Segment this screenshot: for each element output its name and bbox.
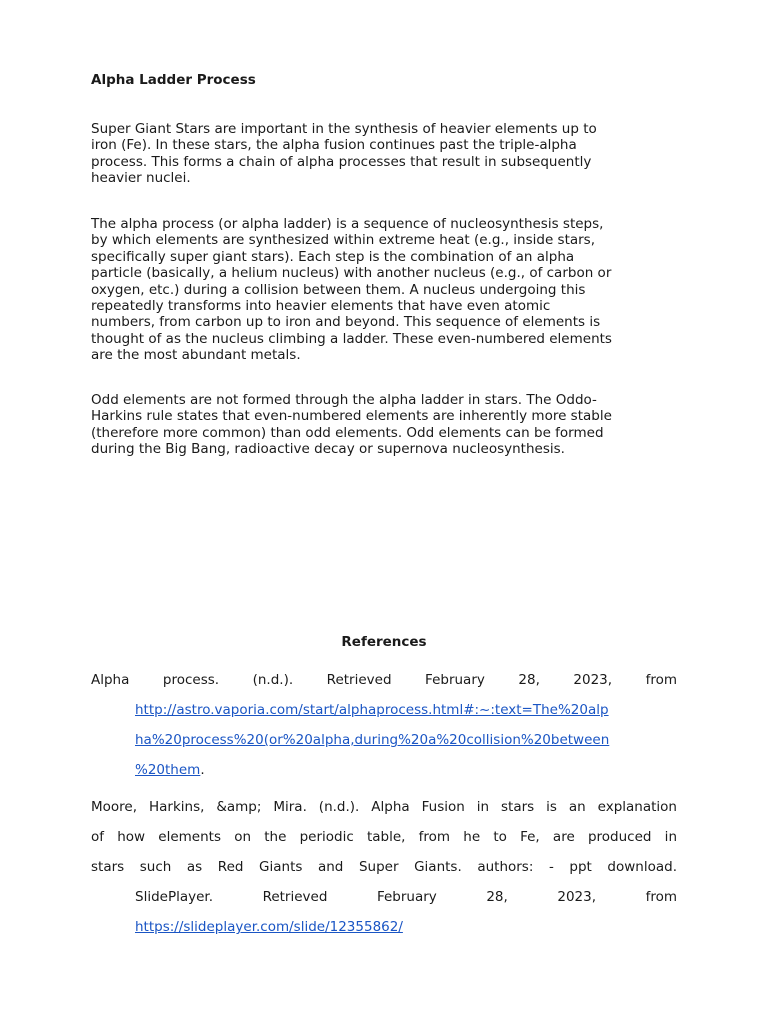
paragraph-alpha-process: The alpha process (or alpha ladder) is a sequence of nucleosynthesis steps, by which elements are synthesized within extreme heat (e.g., inside stars, specifically super giant stars). Each step is the combination of an alpha particle (basically, a helium nucleus) with another nucleus (e.g., of carbon or oxygen, etc.) during a collision between them. A nucleus undergoing this repeatedly transforms into heavier elements that have even atomic numbers, from carbon up to iron and beyond. This sequence of elements is thought of as the nucleus climbing a ladder. These even-numbered elements are the most abundant metals.: [91, 216, 612, 364]
reference-2-line-2: of how elements on the periodic table, from he to Fe, are produced in: [91, 829, 677, 845]
document-title: Alpha Ladder Process: [91, 72, 256, 88]
references-heading: References: [341, 634, 427, 650]
reference-1-link-line-3[interactable]: [135, 762, 677, 778]
paragraph-odd-elements: Odd elements are not formed through the alpha ladder in stars. The Oddo- Harkins rule states that even-numbered elements are inherently more stable (therefore more common) than odd elements. Odd elements can be formed during the Big Bang, radioactive decay or supernova nucleosynthesis.: [91, 392, 612, 458]
paragraph-super-giant-stars: Super Giant Stars are important in the synthesis of heavier elements up to iron (Fe). In these stars, the alpha fusion continues past the triple-alpha process. This forms a chain of alpha processes that result in subsequently heavier nuclei.: [91, 121, 597, 187]
reference-1-link-part-1[interactable]: http://astro.vaporia.com/start/alphaprocess.html#:~:text=The%20alp: [135, 702, 609, 718]
reference-1-link-line-2[interactable]: [135, 732, 677, 748]
reference-2-line-1: Moore, Harkins, &amp; Mira. (n.d.). Alpha Fusion in stars is an explanation: [91, 799, 677, 815]
reference-1-link-part-2[interactable]: ha%20process%20(or%20alpha,during%20a%20collision%20between: [135, 732, 610, 748]
reference-1-citation: Alpha process. (n.d.). Retrieved February 28, 2023, from: [91, 672, 677, 688]
reference-2-link-line[interactable]: [135, 919, 677, 935]
reference-1-link-line-1[interactable]: [135, 702, 677, 718]
reference-1-end-punctuation: .: [200, 762, 205, 778]
reference-1-link-part-3[interactable]: %20them: [135, 762, 201, 778]
reference-2-link[interactable]: https://slideplayer.com/slide/12355862/: [135, 919, 403, 935]
reference-2-line-3: stars such as Red Giants and Super Giants. authors: - ppt download.: [91, 859, 677, 875]
reference-2-line-4: SlidePlayer. Retrieved February 28, 2023, from: [135, 889, 677, 905]
